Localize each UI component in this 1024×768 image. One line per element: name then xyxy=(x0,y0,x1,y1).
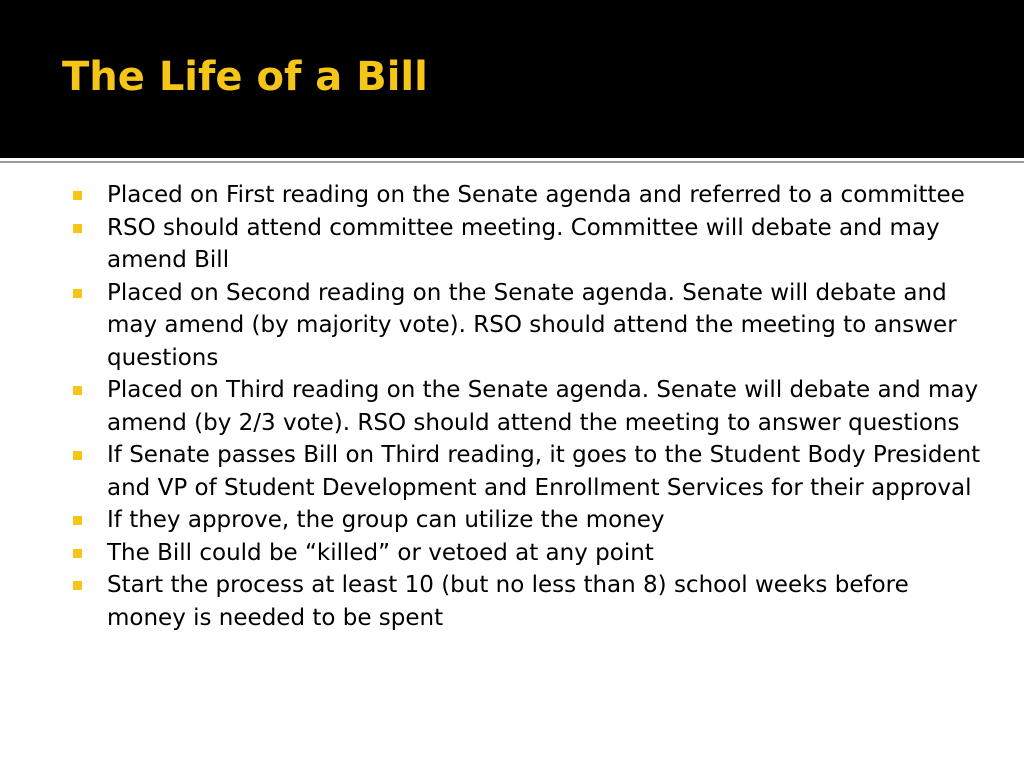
square-bullet-icon xyxy=(73,451,82,460)
bullet-item xyxy=(72,179,982,212)
slide-title: The Life of a Bill xyxy=(62,54,428,100)
square-bullet-icon xyxy=(73,581,82,590)
square-bullet-icon xyxy=(73,289,82,298)
bullet-item xyxy=(72,537,982,570)
square-bullet-icon xyxy=(73,386,82,395)
bullet-text: The Bill could be “killed” or vetoed at any point xyxy=(107,539,654,566)
bullet-item xyxy=(72,439,982,504)
title-divider-line xyxy=(0,161,1024,163)
bullet-text: RSO should attend committee meeting. Committee will debate and may amend Bill xyxy=(107,214,940,273)
bullet-item xyxy=(72,569,982,634)
square-bullet-icon xyxy=(73,224,82,233)
bullet-item xyxy=(72,212,982,277)
bullet-text: If they approve, the group can utilize the money xyxy=(107,507,665,533)
bullet-text: If Senate passes Bill on Third reading, it goes to the Student Body President and VP of Student Development and Enrollment Services for their approval xyxy=(107,442,981,501)
title-band xyxy=(0,0,1024,158)
bullet-item xyxy=(72,504,982,537)
bullet-text: Start the process at least 10 (but no less than 8) school weeks before money is needed to be spent xyxy=(107,572,909,631)
bullet-text: Placed on Second reading on the Senate agenda. Senate will debate and may amend (by majority vote). RSO should attend the meeting to answer questions xyxy=(107,279,957,371)
square-bullet-icon xyxy=(73,191,82,200)
bullet-list xyxy=(72,179,982,634)
square-bullet-icon xyxy=(73,516,82,525)
square-bullet-icon xyxy=(73,549,82,558)
bullet-text: Placed on Third reading on the Senate agenda. Senate will debate and may amend (by 2/3 vote). RSO should attend the meeting to answer questions xyxy=(107,377,979,436)
bullet-item xyxy=(72,374,982,439)
bullet-text: Placed on First reading on the Senate agenda and referred to a committee xyxy=(107,182,965,208)
bullet-item xyxy=(72,277,982,375)
content-area xyxy=(0,166,1024,768)
